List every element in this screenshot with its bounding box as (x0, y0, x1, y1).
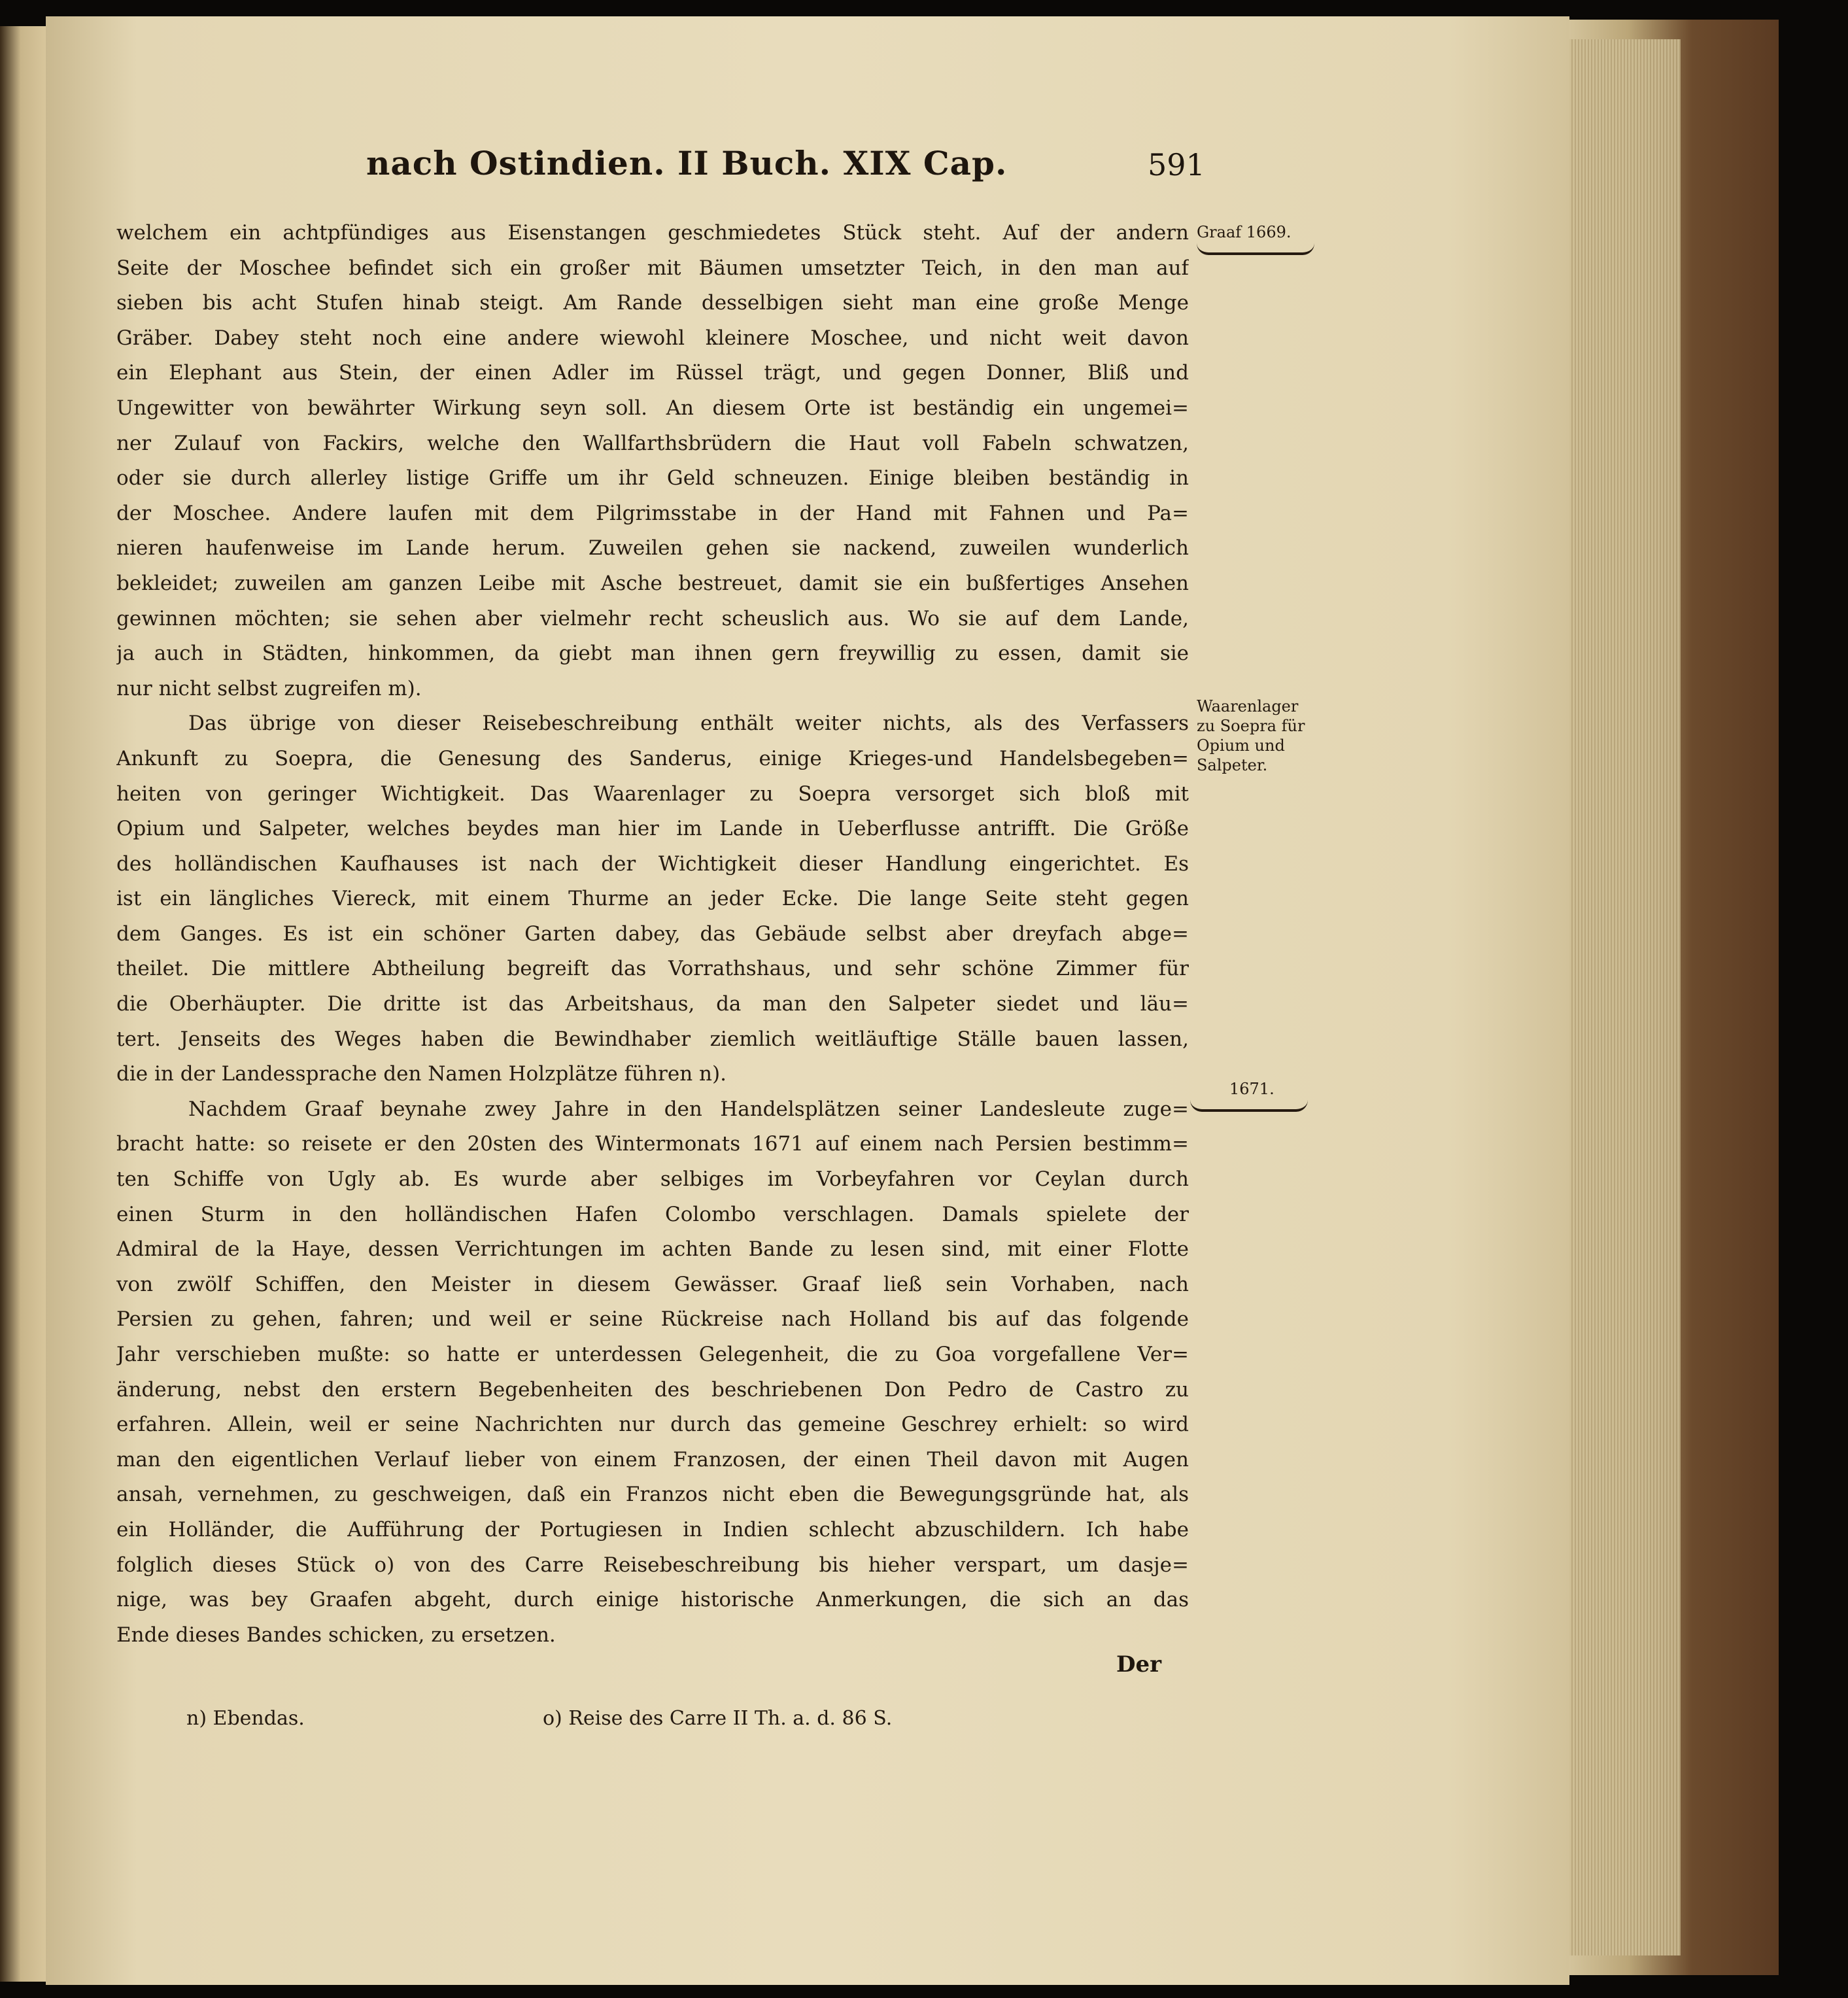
margin-brace (1197, 243, 1314, 255)
margin-note-1671 (1229, 1079, 1386, 1112)
text-line: man den eigentlichen Verlauf lieber von einem Franzosen, der einen Theil davon mit Augen (116, 1447, 1189, 1472)
text-line: heiten von geringer Wichtigkeit. Das Waarenlager zu Soepra versorget sich bloß mit (116, 782, 1189, 806)
text-line: nige, was bey Graafen abgeht, durch einige historische Anmerkungen, die sich an das (116, 1588, 1189, 1612)
page-number: 591 (1148, 147, 1205, 182)
margin-note-waarenlager (1197, 697, 1354, 775)
text-line: des holländischen Kaufhauses ist nach der Wichtigkeit dieser Handlung eingerichtet. Es (116, 852, 1189, 876)
facing-page-edge (0, 26, 46, 1982)
text-line: folglich dieses Stück o) von des Carre Reisebeschreibung bis hieher verspart, um dasje= (116, 1553, 1189, 1577)
text-line: die in der Landessprache den Namen Holzplätze führen n). (116, 1062, 727, 1086)
text-line: erfahren. Allein, weil er seine Nachrichten nur durch das gemeine Geschrey erhielt: so wird (116, 1413, 1189, 1437)
text-line: theilet. Die mittlere Abtheilung begreift das Vorrathshaus, und sehr schöne Zimmer für (116, 957, 1189, 981)
margin-note-text: Graaf 1669. (1197, 223, 1292, 241)
text-line: Gräber. Dabey steht noch eine andere wiewohl kleinere Moschee, und nicht weit davon (116, 326, 1189, 350)
text-line: ist ein längliches Viereck, mit einem Thurme an jeder Ecke. Die lange Seite steht gegen (116, 887, 1189, 911)
body-text (116, 216, 1189, 1653)
text-line: tert. Jenseits des Weges haben die Bewindhaber ziemlich weitläuftige Ställe bauen lassen, (116, 1027, 1189, 1051)
text-line: nur nicht selbst zugreifen m). (116, 676, 422, 700)
margin-note-text: 1671. (1229, 1080, 1275, 1098)
text-line: gewinnen möchten; sie sehen aber vielmehr recht scheuslich aus. Wo sie auf dem Lande, (116, 606, 1189, 630)
margin-note-line: Waarenlager (1197, 697, 1299, 715)
text-line: oder sie durch allerley listige Griffe um ihr Geld schneuzen. Einige bleiben beständig in (116, 466, 1189, 491)
text-line: Das übrige von dieser Reisebeschreibung enthält weiter nichts, als des Verfassers (188, 712, 1189, 736)
page-edges (1563, 39, 1681, 1955)
text-line: dem Ganges. Es ist ein schöner Garten dabey, das Gebäude selbst aber dreyfach abge= (116, 921, 1189, 946)
text-line: die Oberhäupter. Die dritte ist das Arbeitshaus, da man den Salpeter siedet und läu= (116, 992, 1189, 1016)
text-line: Ende dieses Bandes schicken, zu ersetzen. (116, 1623, 556, 1647)
margin-note-line: Salpeter. (1197, 756, 1268, 774)
text-line: ner Zulauf von Fackirs, welche den Wallfarthsbrüdern die Haut voll Fabeln schwatzen, (116, 431, 1189, 455)
footnote-n: n) Ebendas. (186, 1707, 305, 1730)
text-line: ja auch in Städten, hinkommen, da giebt man ihnen gern freywillig zu essen, damit sie (116, 642, 1189, 666)
text-line: Persien zu gehen, fahren; und weil er seine Rückreise nach Holland bis auf das folgende (116, 1307, 1189, 1332)
text-line: nieren haufenweise im Lande herum. Zuweilen gehen sie nackend, zuweilen wunderlich (116, 536, 1189, 560)
text-line: bekleidet; zuweilen am ganzen Leibe mit Asche bestreuet, damit sie ein bußfertiges Ansehen (116, 571, 1189, 595)
text-line: Opium und Salpeter, welches beydes man hier im Lande in Ueberflusse antrifft. Die Größe (116, 817, 1189, 841)
footnote-o: o) Reise des Carre II Th. a. d. 86 S. (543, 1707, 893, 1730)
text-line: Jahr verschieben mußte: so hatte er unterdessen Gelegenheit, die zu Goa vorgefallene Ver= (116, 1343, 1189, 1366)
text-line: ein Elephant aus Stein, der einen Adler im Rüssel trägt, und gegen Donner, Bliß und (116, 361, 1189, 385)
text-line: Ankunft zu Soepra, die Genesung des Sanderus, einige Krieges-und Handelsbegeben= (116, 746, 1189, 770)
text-line: Ungewitter von bewährter Wirkung seyn soll. An diesem Orte ist beständig ein ungemei= (116, 396, 1189, 420)
margin-note-line: Opium und (1197, 736, 1285, 755)
text-line: einen Sturm in den holländischen Hafen Colombo verschlagen. Damals spielete der (116, 1202, 1189, 1226)
text-line: änderung, nebst den erstern Begebenheiten des beschriebenen Don Pedro de Castro zu (116, 1377, 1189, 1402)
text-line: Admiral de la Haye, dessen Verrichtungen im achten Bande zu lesen sind, mit einer Flotte (116, 1237, 1189, 1262)
text-line: ansah, vernehmen, zu geschweigen, daß ein Franzos nicht eben die Bewegungsgründe hat, als (116, 1483, 1189, 1507)
text-line: welchem ein achtpfündiges aus Eisenstangen geschmiedetes Stück steht. Auf der andern (116, 221, 1189, 245)
margin-note-graaf (1197, 222, 1354, 255)
margin-note-line: zu Soepra für (1197, 717, 1305, 735)
text-line: sieben bis acht Stufen hinab steigt. Am Rande desselbigen sieht man eine große Menge (116, 291, 1189, 315)
text-line: der Moschee. Andere laufen mit dem Pilgrimsstabe in der Hand mit Fahnen und Pa= (116, 501, 1189, 525)
catchword: Der (1116, 1651, 1162, 1678)
text-line: bracht hatte: so reisete er den 20sten des Wintermonats 1671 auf einem nach Persien bestimm= (116, 1132, 1189, 1156)
text-line: Seite der Moschee befindet sich ein großer mit Bäumen umsetzter Teich, in den man auf (116, 256, 1189, 280)
text-line: ein Holländer, die Aufführung der Portugiesen in Indien schlecht abzuschildern. Ich habe (116, 1517, 1189, 1542)
text-line: Nachdem Graaf beynahe zwey Jahre in den Handelsplätzen seiner Landesleute zuge= (188, 1097, 1189, 1121)
margin-brace (1190, 1100, 1308, 1112)
text-line: von zwölf Schiffen, den Meister in diesem Gewässer. Graaf ließ sein Vorhaben, nach (116, 1272, 1189, 1296)
text-line: ten Schiffe von Ugly ab. Es wurde aber selbiges im Vorbeyfahren vor Ceylan durch (116, 1167, 1189, 1192)
running-head: nach Ostindien. II Buch. XIX Cap. (366, 144, 1008, 182)
